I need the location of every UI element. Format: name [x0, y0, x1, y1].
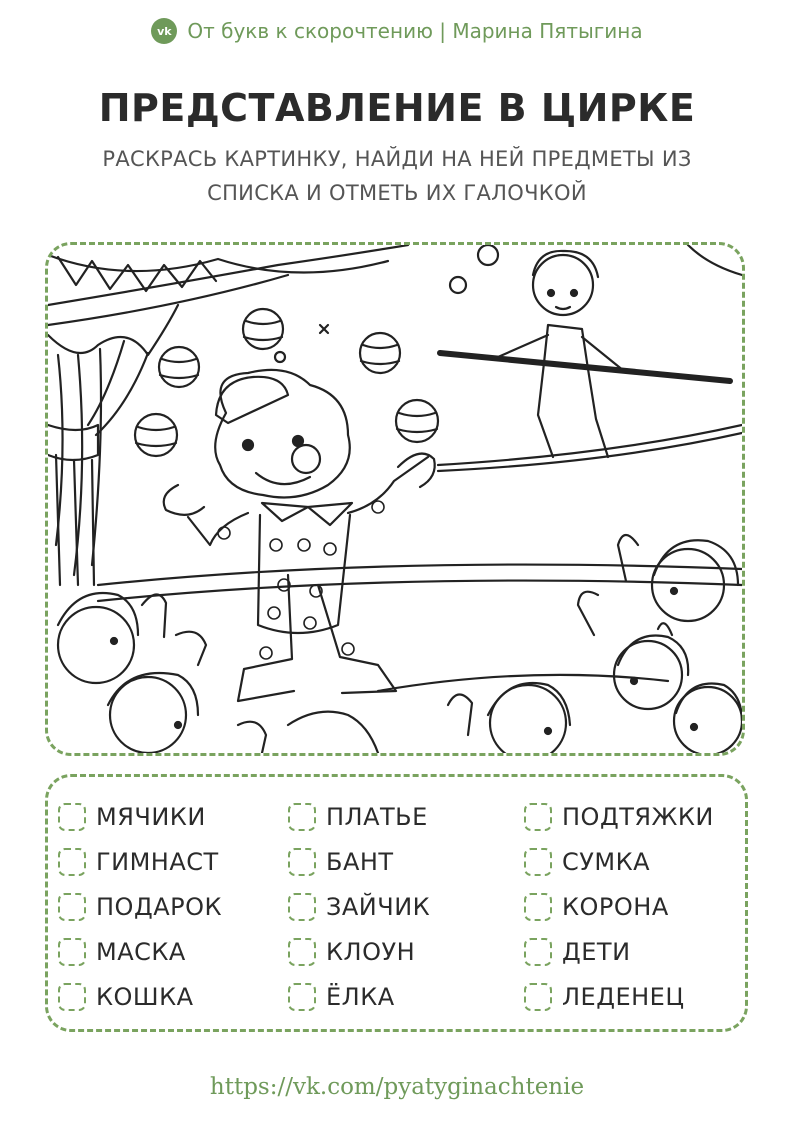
checklist-item[interactable] [58, 934, 186, 970]
item-label: СУМКА [562, 848, 651, 876]
checklist-item[interactable] [288, 979, 395, 1015]
item-label: ПОДТЯЖКИ [562, 803, 714, 831]
checkbox[interactable] [288, 938, 316, 966]
item-label: ДЕТИ [562, 938, 631, 966]
checklist-item[interactable] [524, 799, 714, 835]
checkbox[interactable] [58, 893, 86, 921]
checkbox[interactable] [288, 893, 316, 921]
checklist-item[interactable] [524, 934, 631, 970]
header-text: От букв к скорочтению | Марина Пятыгина [187, 19, 643, 43]
item-label: ЛЕДЕНЕЦ [562, 983, 685, 1011]
checklist-item[interactable] [58, 889, 222, 925]
page-title: ПРЕДСТАВЛЕНИЕ В ЦИРКЕ [98, 86, 696, 130]
checklist-item[interactable] [58, 844, 219, 880]
coloring-picture [45, 242, 745, 756]
item-label: КОШКА [96, 983, 194, 1011]
checklist [45, 774, 748, 1032]
item-label: МАСКА [96, 938, 186, 966]
children-icon [58, 535, 742, 753]
checkbox[interactable] [524, 803, 552, 831]
checklist-item[interactable] [524, 889, 669, 925]
checkbox[interactable] [524, 848, 552, 876]
header [0, 14, 794, 48]
checklist-item[interactable] [288, 934, 415, 970]
checkbox[interactable] [58, 983, 86, 1011]
footer-link[interactable]: https://vk.com/pyatyginachtenie [209, 1074, 585, 1100]
item-label: МЯЧИКИ [96, 803, 206, 831]
item-label: ПОДАРОК [96, 893, 223, 921]
checkbox[interactable] [524, 983, 552, 1011]
item-label: ГИМНАСТ [96, 848, 219, 876]
checkbox[interactable] [288, 983, 316, 1011]
vk-logo-icon[interactable]: vk [151, 18, 177, 44]
item-label: КОРОНА [562, 893, 669, 921]
checkbox[interactable] [58, 803, 86, 831]
checkbox[interactable] [58, 848, 86, 876]
instructions-line-2: СПИСКА И ОТМЕТЬ ИХ ГАЛОЧКОЙ [207, 181, 587, 205]
checkbox[interactable] [524, 938, 552, 966]
item-label: КЛОУН [326, 938, 416, 966]
item-label: ЗАЙЧИК [326, 893, 431, 921]
gymnast-icon [440, 251, 730, 457]
checkbox[interactable] [288, 848, 316, 876]
checklist-item[interactable] [288, 844, 394, 880]
checklist-item[interactable] [524, 979, 684, 1015]
item-label: БАНТ [326, 848, 394, 876]
bunting-icon [48, 245, 408, 325]
checklist-item[interactable] [288, 889, 430, 925]
item-label: ПЛАТЬЕ [326, 803, 428, 831]
instructions-line-1: РАСКРАСЬ КАРТИНКУ, НАЙДИ НА НЕЙ ПРЕДМЕТЫ ИЗ [102, 147, 692, 171]
checkbox[interactable] [524, 893, 552, 921]
checklist-item[interactable] [58, 979, 194, 1015]
checkbox[interactable] [288, 803, 316, 831]
checklist-item[interactable] [288, 799, 428, 835]
instructions [40, 142, 754, 210]
checklist-item[interactable] [524, 844, 650, 880]
curtain-right-icon [688, 245, 742, 275]
checkbox[interactable] [58, 938, 86, 966]
checklist-item[interactable] [58, 799, 206, 835]
item-label: ЁЛКА [326, 983, 395, 1011]
